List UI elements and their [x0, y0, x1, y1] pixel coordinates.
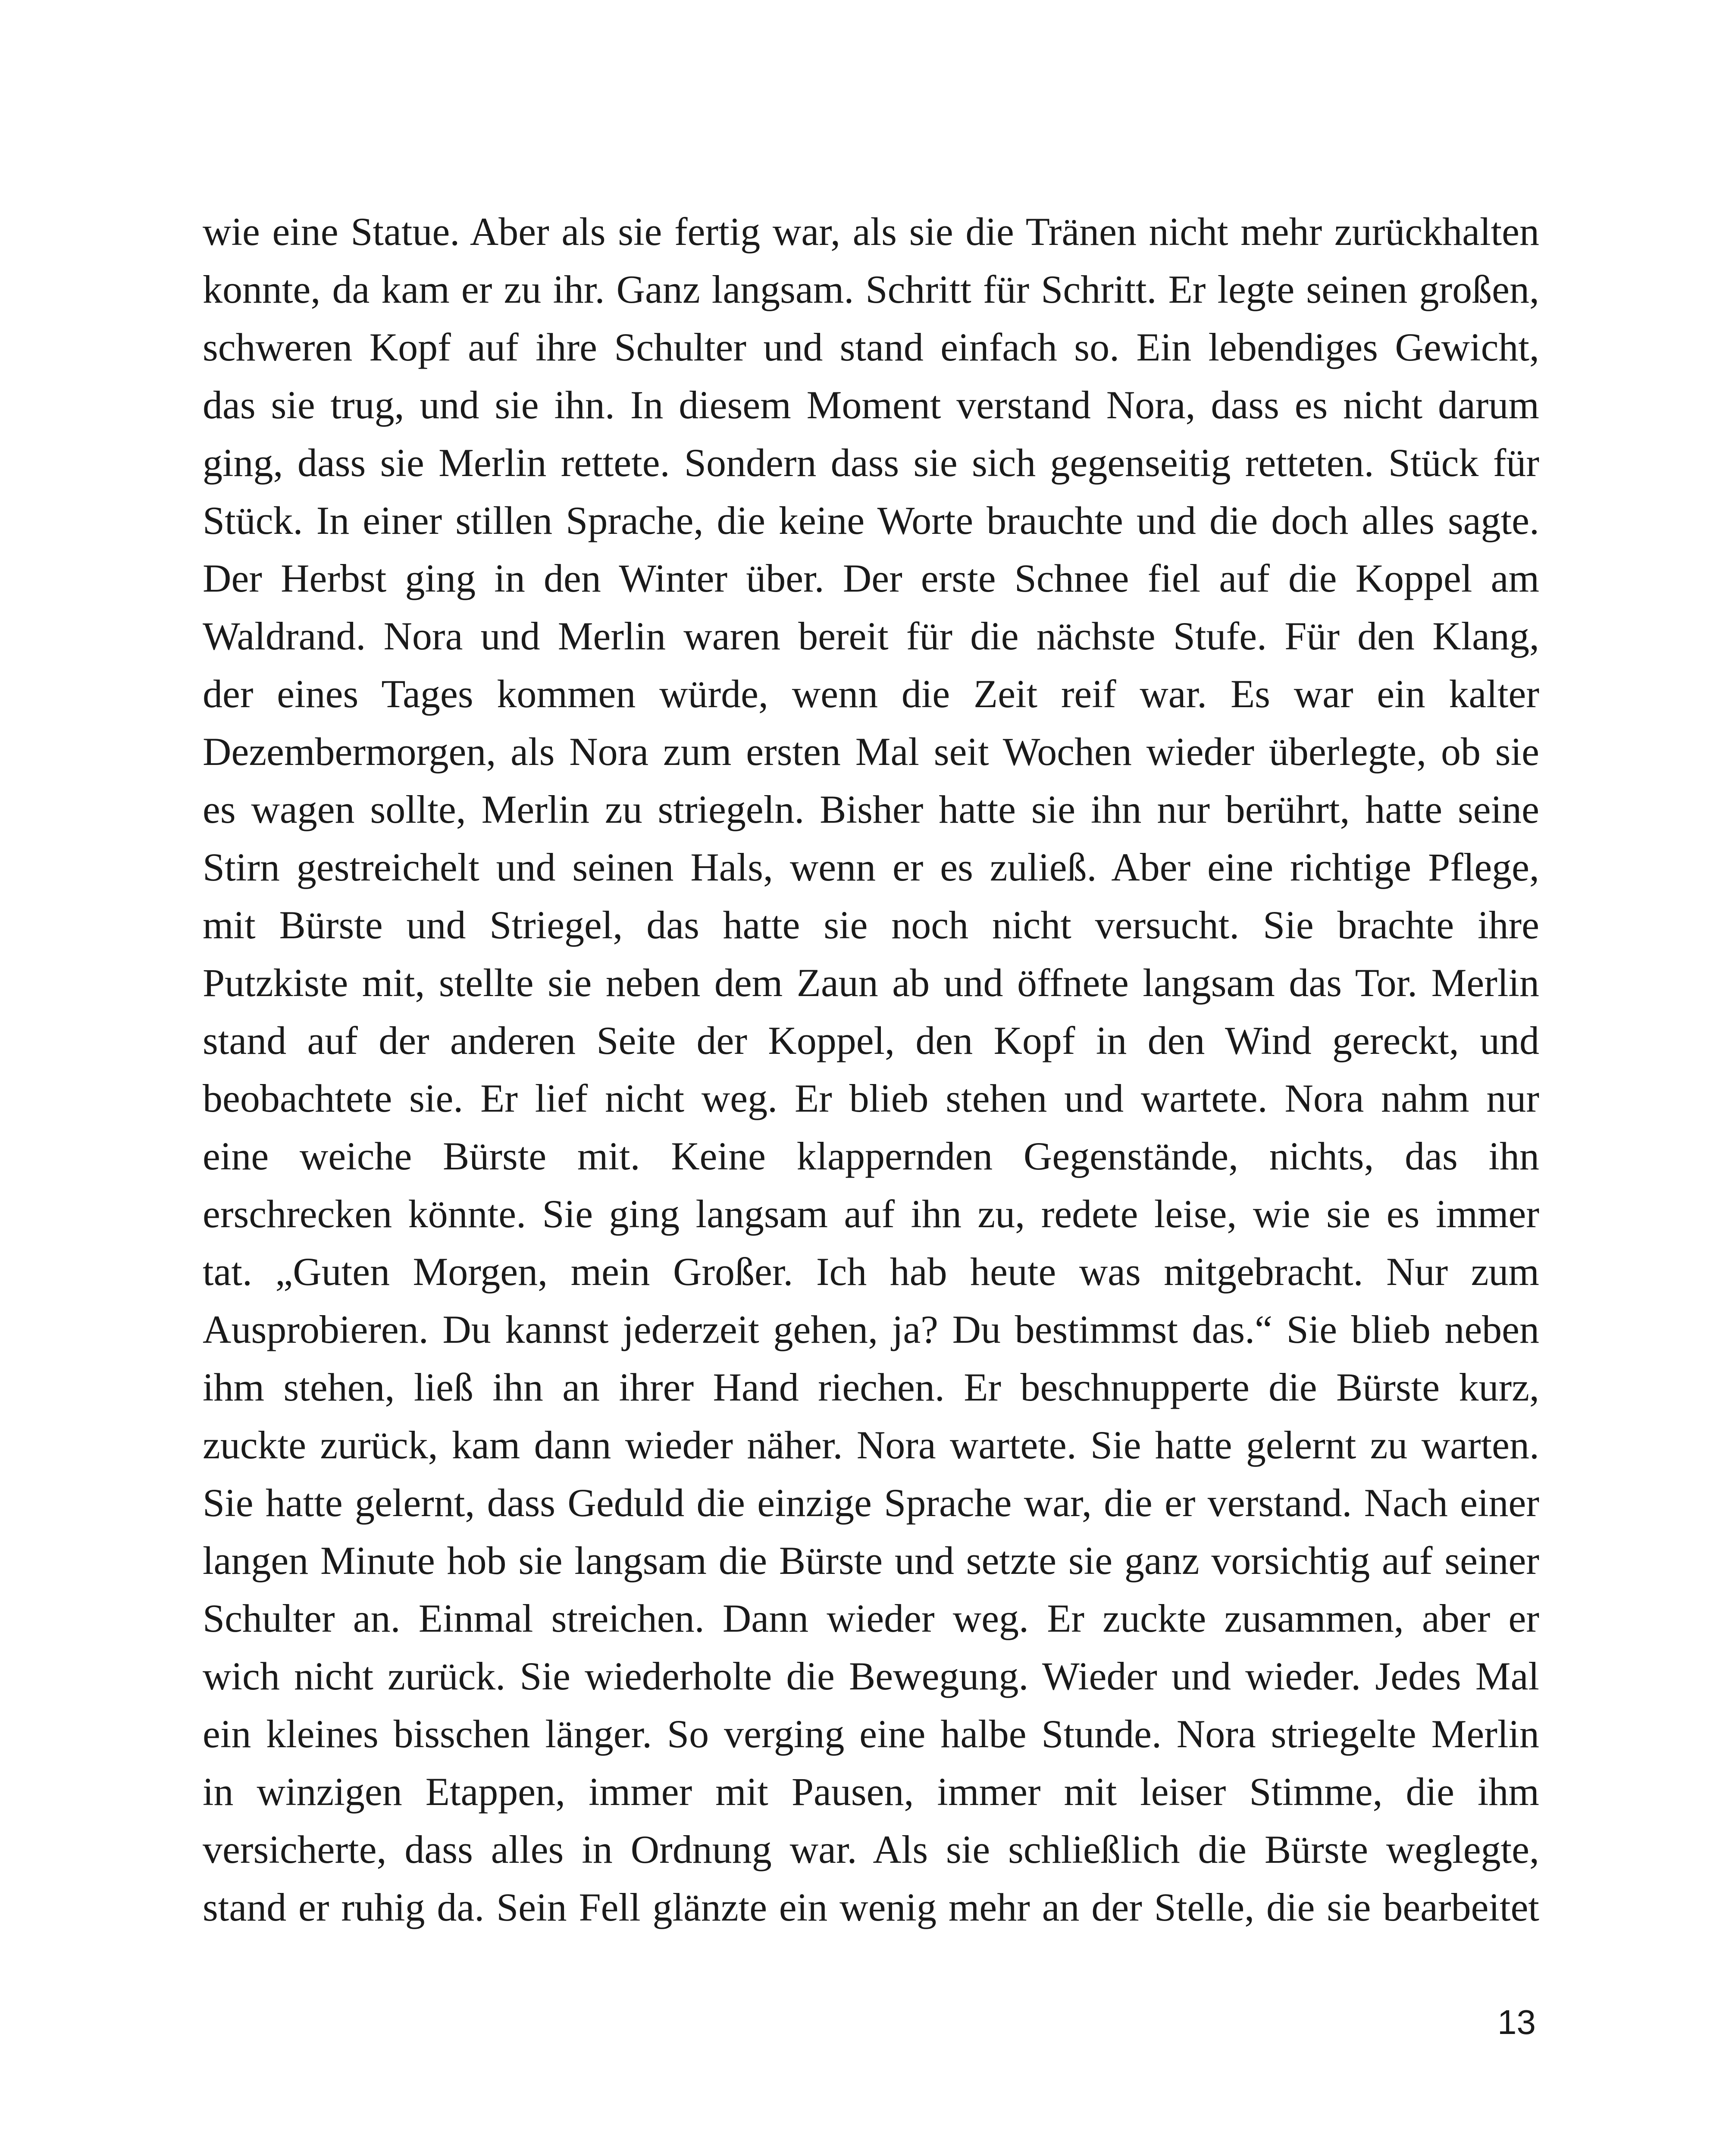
text-line: Waldrand. Nora und Merlin waren bereit für die nächste Stufe. Für den Klang, — [203, 614, 1539, 658]
text-line: in winzigen Etappen, immer mit Pausen, immer mit leiser Stimme, die ihm — [203, 1770, 1539, 1814]
text-line: stand er ruhig da. Sein Fell glänzte ein wenig mehr an der Stelle, die sie bearbeitet — [203, 1885, 1539, 1929]
text-line: Ausprobieren. Du kannst jederzeit gehen, ja? Du bestimmst das.“ Sie blieb neben — [203, 1307, 1539, 1351]
text-line: ihm stehen, ließ ihn an ihrer Hand riechen. Er beschnupperte die Bürste kurz, — [203, 1365, 1539, 1409]
text-line: Sie hatte gelernt, dass Geduld die einzige Sprache war, die er verstand. Nach einer — [203, 1481, 1539, 1525]
text-line: das sie trug, und sie ihn. In diesem Moment verstand Nora, dass es nicht darum — [203, 383, 1539, 427]
text-line: konnte, da kam er zu ihr. Ganz langsam. Schritt für Schritt. Er legte seinen großen, — [203, 267, 1539, 311]
body-text — [203, 203, 1539, 1936]
text-line: schweren Kopf auf ihre Schulter und stand einfach so. Ein lebendiges Gewicht, — [203, 325, 1539, 369]
text-line: wie eine Statue. Aber als sie fertig war, als sie die Tränen nicht mehr zurückhalten — [203, 210, 1539, 254]
text-line: wich nicht zurück. Sie wiederholte die Bewegung. Wieder und wieder. Jedes Mal — [203, 1654, 1539, 1698]
text-line: der eines Tages kommen würde, wenn die Zeit reif war. Es war ein kalter — [203, 672, 1539, 716]
text-line: eine weiche Bürste mit. Keine klappernden Gegenstände, nichts, das ihn — [203, 1134, 1539, 1178]
text-line: langen Minute hob sie langsam die Bürste und setzte sie ganz vorsichtig auf seiner — [203, 1539, 1539, 1583]
text-line: tat. „Guten Morgen, mein Großer. Ich hab heute was mitgebracht. Nur zum — [203, 1250, 1539, 1294]
text-line: zuckte zurück, kam dann wieder näher. Nora wartete. Sie hatte gelernt zu warten. — [203, 1423, 1539, 1467]
text-line: ein kleines bisschen länger. So verging eine halbe Stunde. Nora striegelte Merlin — [203, 1712, 1539, 1756]
text-line: Stück. In einer stillen Sprache, die keine Worte brauchte und die doch alles sagte. — [203, 498, 1539, 542]
text-line: versicherte, dass alles in Ordnung war. Als sie schließlich die Bürste weglegte, — [203, 1827, 1539, 1871]
text-line: Putzkiste mit, stellte sie neben dem Zaun ab und öffnete langsam das Tor. Merlin — [203, 961, 1539, 1005]
text-line: mit Bürste und Striegel, das hatte sie noch nicht versucht. Sie brachte ihre — [203, 903, 1539, 947]
text-line: Dezembermorgen, als Nora zum ersten Mal seit Wochen wieder überlegte, ob sie — [203, 730, 1539, 774]
text-line: Stirn gestreichelt und seinen Hals, wenn er es zuließ. Aber eine richtige Pflege, — [203, 845, 1539, 889]
text-line: ging, dass sie Merlin rettete. Sondern dass sie sich gegenseitig retteten. Stück für — [203, 441, 1539, 485]
text-line: Schulter an. Einmal streichen. Dann wieder weg. Er zuckte zusammen, aber er — [203, 1596, 1539, 1640]
text-line: stand auf der anderen Seite der Koppel, den Kopf in den Wind gereckt, und — [203, 1018, 1539, 1062]
text-line: es wagen sollte, Merlin zu striegeln. Bisher hatte sie ihn nur berührt, hatte seine — [203, 787, 1539, 831]
page-number: 13 — [1497, 2003, 1536, 2041]
text-line: Der Herbst ging in den Winter über. Der erste Schnee fiel auf die Koppel am — [203, 556, 1539, 600]
text-line: erschrecken könnte. Sie ging langsam auf ihn zu, redete leise, wie sie es immer — [203, 1192, 1539, 1236]
text-line: beobachtete sie. Er lief nicht weg. Er blieb stehen und wartete. Nora nahm nur — [203, 1076, 1539, 1120]
